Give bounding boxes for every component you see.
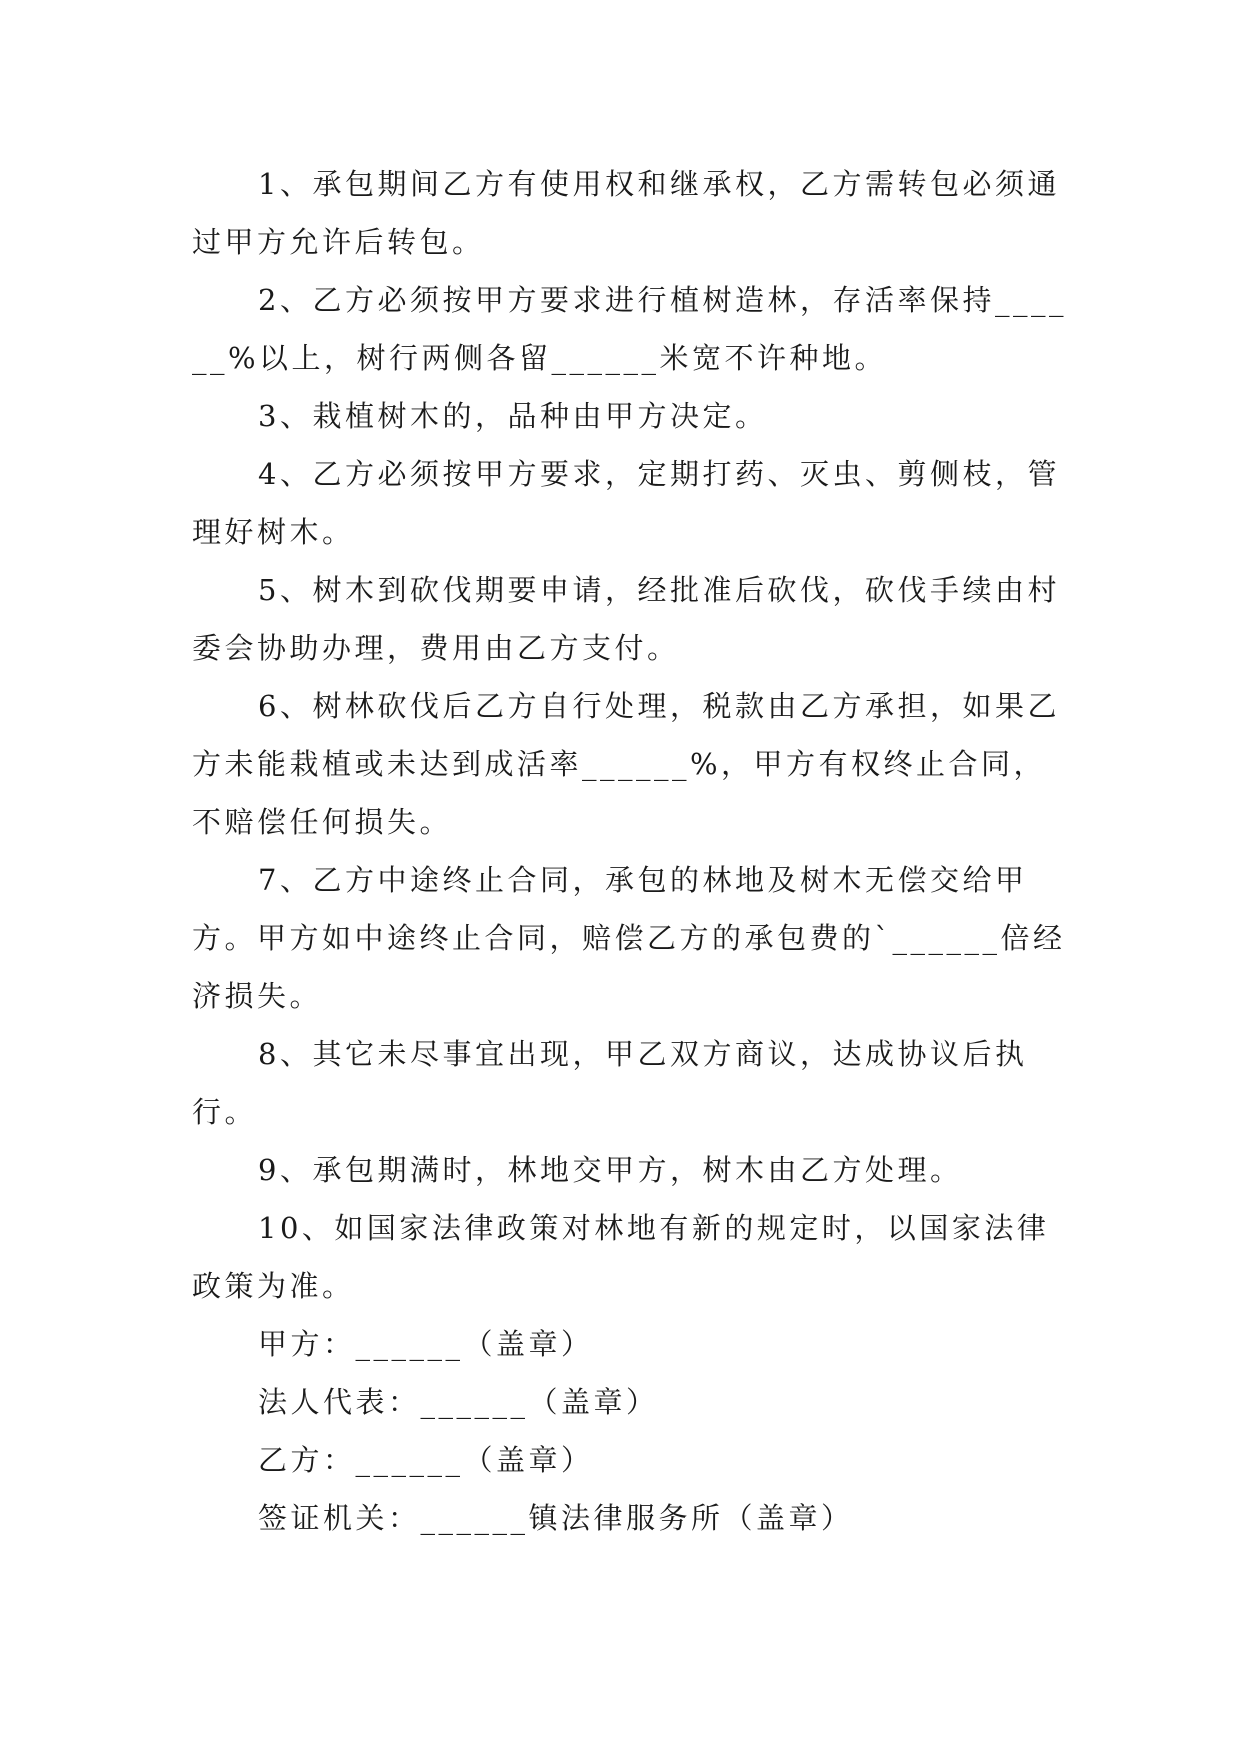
clause-4: 4、乙方必须按甲方要求，定期打药、灭虫、剪侧枝，管理好树木。 <box>192 457 1060 549</box>
clause-5: 5、树木到砍伐期要申请，经批准后砍伐，砍伐手续由村委会协助办理，费用由乙方支付。 <box>192 573 1060 665</box>
clause-3: 3、栽植树木的，品种由甲方决定。 <box>258 399 768 433</box>
clause-7: 7、乙方中途终止合同，承包的林地及树木无偿交给甲方。甲方如中途终止合同，赔偿乙方的承包费的`______倍经济损失。 <box>192 863 1066 1013</box>
signature-notary: 签证机关：______镇法律服务所（盖章） <box>258 1501 854 1535</box>
signature-party-a: 甲方：______（盖章） <box>258 1327 594 1361</box>
clause-8: 8、其它未尽事宜出现，甲乙双方商议，达成协议后执行。 <box>192 1037 1028 1129</box>
clause-10: 10、如国家法律政策对林地有新的规定时，以国家法律政策为准。 <box>192 1211 1050 1303</box>
clause-1: 1、承包期间乙方有使用权和继承权，乙方需转包必须通过甲方允许后转包。 <box>192 167 1060 259</box>
clause-9: 9、承包期满时，林地交甲方，树木由乙方处理。 <box>258 1153 963 1187</box>
signature-legal-rep: 法人代表：______（盖章） <box>258 1385 659 1419</box>
clause-6: 6、树林砍伐后乙方自行处理，税款由乙方承担，如果乙方未能栽植或未达到成活率______%，甲方有权终止合同，不赔偿任何损失。 <box>192 689 1060 839</box>
signature-party-b: 乙方：______（盖章） <box>258 1443 594 1477</box>
contract-body <box>192 155 1072 1547</box>
clause-2: 2、乙方必须按甲方要求进行植树造林，存活率保持______%以上，树行两侧各留______米宽不许种地。 <box>192 283 1067 375</box>
